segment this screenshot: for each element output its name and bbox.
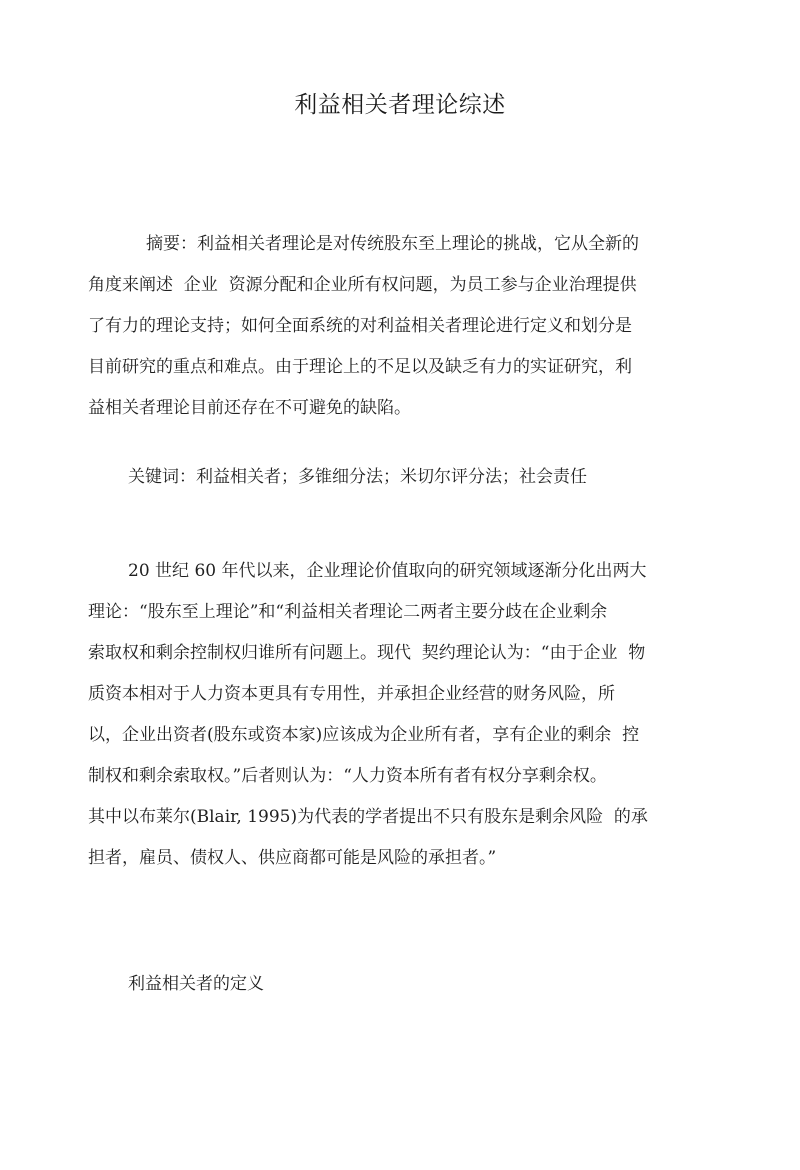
body-line: 质资本相对于人力资本更具有专用性，并承担企业经营的财务风险，所 [88, 684, 615, 704]
keywords-line [88, 457, 716, 498]
body-line: 理论：“股东至上理论”和“利益相关者理论二两者主要分歧在企业剩余 [88, 602, 608, 622]
section-heading-text: 利益相关者的定义 [128, 974, 264, 994]
keywords-text: 关键词：利益相关者；多锥细分法；米切尔评分法；社会责任 [128, 467, 587, 487]
body-line: 索取权和剩余控制权归谁所有问题上。现代 契约理论认为：“由于企业 物 [88, 643, 646, 663]
abstract-line: 角度来阐述 企业 资源分配和企业所有权问题，为员工参与企业治理提供 [88, 275, 637, 295]
abstract-line: 了有力的理论支持；如何全面系统的对利益相关者理论进行定义和划分是 [88, 316, 632, 336]
document-title: 利益相关者理论综述 [294, 92, 506, 118]
body-line: 以，企业出资者(股东或资本家)应该成为企业所有者，享有企业的剩余 控 [88, 725, 640, 745]
body-line: 20 世纪 60 年代以来，企业理论价值取向的研究领域逐渐分化出两大 [128, 561, 647, 581]
abstract-line: 目前研究的重点和难点。由于理论上的不足以及缺乏有力的实证研究，利 [88, 357, 632, 377]
body-line: 其中以布莱尔(Blair, 1995)为代表的学者提出不只有股东是剩余风险 的承 [88, 807, 648, 827]
body-line: 制权和剩余索取权。”后者则认为：“人力资本所有者有权分享剩余权。 [88, 766, 607, 786]
abstract-line: 益相关者理论目前还存在不可避免的缺陷。 [88, 398, 411, 418]
body-line: 担者，雇员、债权人、供应商都可能是风险的承担者。” [88, 848, 497, 868]
abstract-paragraph [88, 224, 716, 429]
section-heading [88, 964, 716, 1005]
body-paragraph [88, 551, 716, 879]
abstract-line: 摘要：利益相关者理论是对传统股东至上理论的挑战，它从全新的 [146, 234, 639, 254]
